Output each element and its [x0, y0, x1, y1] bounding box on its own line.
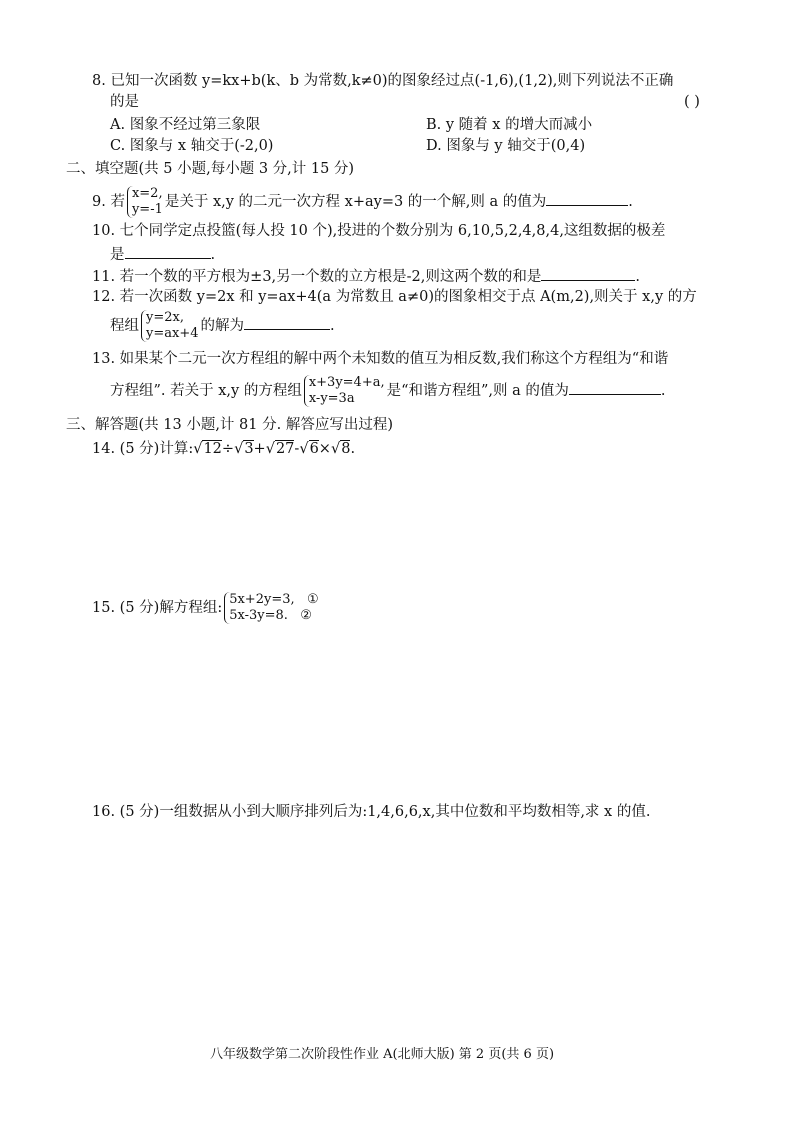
q10-answer-blank[interactable] — [125, 244, 211, 259]
q12-line2-prefix: 程组 — [110, 318, 139, 334]
q13-end: . — [660, 383, 666, 399]
q15-mark2: ② — [300, 608, 312, 623]
q13-line2-prefix: 方程组”. 若关于 x,y 的方程组 — [110, 383, 302, 399]
sqrt-sign: √ — [330, 441, 341, 457]
q11-answer-blank[interactable] — [541, 266, 635, 281]
q16-text: 16. (5 分)一组数据从小到大顺序排列后为:1,4,6,6,x,其中位数和平均数相等,求 x 的值. — [92, 804, 651, 820]
q13-sys-line2: x-y=3a — [308, 391, 355, 406]
page-footer: 八年级数学第二次阶段性作业 A(北师大版) 第 2 页(共 6 页) — [210, 1047, 555, 1062]
q12-line2 — [110, 308, 335, 344]
q13-line2 — [110, 373, 666, 409]
q9-sys-line2: y=-1 — [131, 202, 163, 217]
q9-suffix: 是关于 x,y 的二元一次方程 x+ay=3 的一个解,则 a 的值为 — [164, 194, 547, 210]
q10-line2-prefix: 是 — [110, 247, 125, 263]
q9-equation-system — [127, 186, 163, 218]
q8-option-d: D. 图象与 y 轴交于(0,4) — [426, 138, 586, 154]
q14-op-2: + — [253, 441, 266, 457]
q12-answer-blank[interactable] — [244, 315, 330, 330]
q13-line1: 13. 如果某个二元一次方程组的解中两个未知数的值互为相反数,我们称这个方程组为“和谐 — [92, 351, 669, 367]
q15-equation-system — [224, 592, 318, 624]
q15-eq1: 5x+2y=3, — [229, 592, 295, 607]
q12-line2-suffix: 的解为 — [200, 318, 244, 334]
q8-option-b: B. y 随着 x 的增大而减小 — [426, 117, 593, 133]
q9-sys-line1: x=2, — [131, 186, 163, 201]
q11-end: . — [635, 269, 640, 285]
q8-answer-paren: ( ) — [684, 94, 700, 110]
q13-line2-suffix: 是“和谐方程组”,则 a 的值为 — [386, 383, 569, 399]
q8-option-c: C. 图象与 x 轴交于(-2,0) — [110, 138, 274, 154]
section-fill-in-title: 二、填空题(共 5 小题,每小题 3 分,计 15 分) — [66, 161, 355, 177]
q14-radicand-4: 6 — [309, 441, 319, 457]
q12-line1: 12. 若一次函数 y=2x 和 y=ax+4(a 为常数且 a≠0)的图象相交于点 A(m,2),则关于 x,y 的方 — [92, 289, 697, 305]
q11 — [92, 266, 640, 286]
q15-mark1: ① — [307, 592, 319, 607]
q12-equation-system — [141, 310, 198, 342]
sqrt-sign: √ — [299, 441, 309, 457]
sqrt-sign: √ — [234, 441, 244, 457]
sqrt-sign: √ — [265, 441, 275, 457]
q14-radicand-1: 12 — [203, 441, 222, 457]
q13-sys-line1: x+3y=4+a, — [308, 375, 385, 390]
q14-radicand-3: 27 — [275, 441, 295, 457]
q14 — [92, 440, 355, 458]
q9-end: . — [628, 194, 633, 210]
q9 — [92, 184, 633, 220]
q9-prefix: 9. 若 — [92, 194, 125, 210]
q14-op-4: × — [318, 441, 331, 457]
sqrt-sign: √ — [193, 441, 203, 457]
q10-line2 — [110, 244, 215, 264]
q14-op-3: - — [294, 441, 300, 457]
q13-equation-system — [304, 375, 385, 407]
q12-sys-line2: y=ax+4 — [146, 326, 199, 341]
q10-end: . — [210, 247, 216, 263]
q14-end: . — [350, 441, 356, 457]
q11-text: 11. 若一个数的平方根为±3,另一个数的立方根是-2,则这两个数的和是 — [92, 269, 542, 285]
q10-line1: 10. 七个同学定点投篮(每人投 10 个),投进的个数分别为 6,10,5,2,4,8,4,这组数据的极差 — [92, 223, 666, 239]
q8-stem-line2: 的是 — [110, 94, 139, 110]
q8-option-a: A. 图象不经过第三象限 — [110, 117, 261, 133]
q9-answer-blank[interactable] — [546, 191, 628, 206]
q14-radicand-5: 8 — [341, 441, 351, 457]
q12-sys-line1: y=2x, — [146, 310, 184, 325]
q14-radicand-2: 3 — [244, 441, 254, 457]
q15-prefix: 15. (5 分)解方程组: — [92, 600, 223, 616]
q14-op-1: ÷ — [221, 441, 235, 457]
q12-end: . — [329, 318, 335, 334]
q15 — [92, 590, 321, 626]
q13-answer-blank[interactable] — [569, 380, 661, 395]
q14-prefix: 14. (5 分)计算: — [92, 441, 194, 457]
section-solve-title: 三、解答题(共 13 小题,计 81 分. 解答应写出过程) — [66, 417, 393, 433]
q15-eq2: 5x-3y=8. — [229, 608, 288, 623]
q8-stem-line1: 8. 已知一次函数 y=kx+b(k、b 为常数,k≠0)的图象经过点(-1,6),(1,2),则下列说法不正确 — [92, 73, 674, 89]
